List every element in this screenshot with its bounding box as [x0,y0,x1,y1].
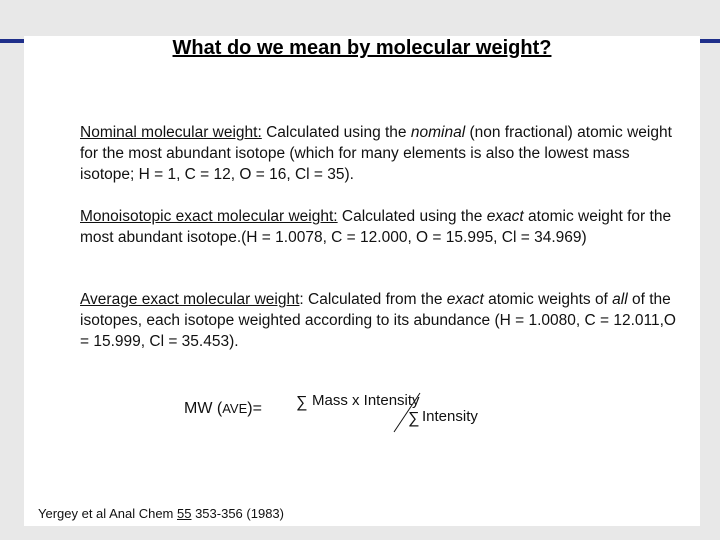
nominal-pre: Calculated using the [261,124,411,141]
formula-denominator: Intensity [422,408,478,425]
slide [24,36,700,526]
sigma-numerator-icon: ∑ [296,394,308,411]
mono-pre: Calculated using the [337,208,487,225]
formula-mw-label: MW ( [184,400,223,417]
nominal-emphasis: nominal [410,124,466,141]
nominal-definition [80,122,680,185]
average-definition [80,289,680,352]
mono-emphasis: exact [486,208,524,225]
average-term: Average exact molecular weight [80,291,300,308]
nominal-term: Nominal molecular weight: [80,124,262,141]
citation-post: 353-356 (1983) [191,506,284,521]
formula-equals: = [252,400,262,417]
average-emphasis: exact [446,291,484,308]
citation-volume: 55 [177,506,192,521]
slide-title: What do we mean by molecular weight? [172,37,552,59]
formula-numerator: Mass x Intensity [312,392,420,409]
nominal-post: (non fractional) atomic weight for the most abundant isotope (which for many elements is also the lowest mass isotope; H = 1, C = 12, O = 16, Cl = 35). [80,124,672,183]
accent-bar-left [0,39,26,43]
average-emphasis-all: all [612,291,628,308]
citation [38,506,284,521]
citation-pre: Yergey et al Anal Chem [38,506,177,521]
sigma-denominator-icon: ∑ [408,410,420,427]
formula-close-paren: ) [247,400,253,417]
formula-subscript: AVE [222,401,248,416]
monoisotopic-definition [80,206,680,248]
average-post: of the isotopes, each isotope weighted according to its abundance (H = 1.0080, C = 12.011,O = 15.999, Cl = 35.453). [80,291,676,350]
average-pre: : Calculated from the [299,291,447,308]
mw-average-formula [184,390,524,438]
mono-post: atomic weight for the most abundant isotope.(H = 1.0078, C = 12.000, O = 15.995, Cl = 34.969) [80,208,672,246]
mono-term: Monoisotopic exact molecular weight: [80,208,338,225]
average-mid: atomic weights of [483,291,613,308]
